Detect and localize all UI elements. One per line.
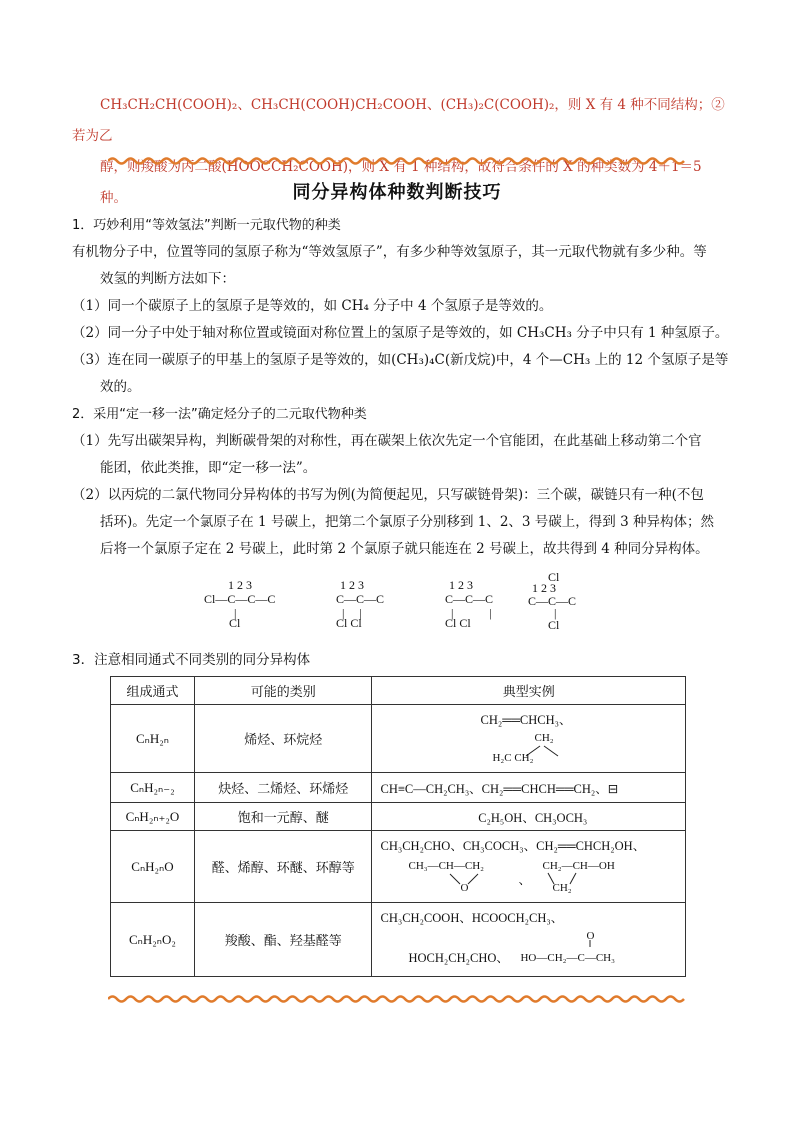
page-title: 同分异构体种数判断技巧 <box>292 182 502 203</box>
isomer-table <box>110 676 686 977</box>
table-header: 可能的类别 <box>194 677 372 705</box>
section-2-item-2-cont-2: 后将一个氯原子定在 2 号碳上，此时第 2 个氯原子就只能连在 2 号碳上，故共得到 4 种同分异构体。 <box>100 541 709 557</box>
section-2-item-2-cont-1: 括环)。先定一个氯原子在 1 号碳上，把第二个氯原子分别移到 1、2、3 号碳上，得到 3 种异构体；然 <box>100 514 714 530</box>
formula-cell: CₙH₂ₙ₋₂ <box>111 773 195 803</box>
example-cell: CH₃CH₂CHO、CH₃COCH₃、CH₂══CHCH₂OH、 CH₃—CH—CH₂ O 、 CH₂—CH—OH CH₂ <box>372 831 686 903</box>
category-cell: 炔烃、二烯烃、环烯烃 <box>194 773 372 803</box>
wave-divider-bottom <box>108 994 686 1004</box>
body-text <box>72 212 732 563</box>
example-cell: CH₂══CHCH₃、 CH₂ H₂C CH₂ <box>372 705 686 773</box>
section-1-item-3-cont: 效的。 <box>100 379 141 395</box>
section-1-para-cont: 效氢的判断方法如下： <box>100 271 235 287</box>
table-header: 典型实例 <box>372 677 686 705</box>
table-header: 组成通式 <box>111 677 195 705</box>
section-2-item-1: （1）先写出碳架异构，判断碳骨架的对称性，再在碳架上依次先定一个官能团，在此基础上移动第二个官 <box>72 433 702 449</box>
example-cell: CH≡C—CH₂CH₃、CH₂══CHCH══CH₂、⊟ <box>372 773 686 803</box>
table-row <box>111 705 686 773</box>
table-header-row <box>111 677 686 705</box>
section-1-item-2: （2）同一分子中处于轴对称位置或镜面对称位置上的氢原子是等效的，如 CH₃CH₃ 分子中只有 1 种氢原子。 <box>72 325 729 341</box>
section-1-heading: 1．巧妙利用“等效氢法”判断一元取代物的种类 <box>72 218 341 233</box>
wave-divider-top <box>108 156 686 166</box>
intro-line-1: CH₃CH₂CH(COOH)₂、CH₃CH(COOH)CH₂COOH、(CH₃)₂C(COOH)₂，则 X 有 4 种不同结构；②若为乙 <box>72 97 725 144</box>
category-cell: 醛、烯醇、环醚、环醇等 <box>194 831 372 903</box>
section-2-heading: 2．采用“定一移一法”确定烃分子的二元取代物种类 <box>72 407 367 422</box>
section-2-item-1-cont: 能团，依此类推，即“定一移一法”。 <box>100 460 317 476</box>
section-2-item-2: （2）以丙烷的二氯代物同分异构体的书写为例(为简便起见，只写碳链骨架)：三个碳，碳链只有一种(不包 <box>72 487 704 503</box>
formula-cell: CₙH₂ₙO₂ <box>111 903 195 977</box>
category-cell: 烯烃、环烷烃 <box>194 705 372 773</box>
example-cell: C₂H₅OH、CH₃OCH₃ <box>372 803 686 831</box>
table-row <box>111 831 686 903</box>
section-1-item-1: （1）同一个碳原子上的氢原子是等效的，如 CH₄ 分子中 4 个氢原子是等效的。 <box>72 298 553 314</box>
category-cell: 饱和一元醇、醚 <box>194 803 372 831</box>
table-row <box>111 773 686 803</box>
section-1-item-3: （3）连在同一碳原子的甲基上的氢原子是等效的，如(CH₃)₄C(新戊烷)中，4 个—CH₃ 上的 12 个氢原子是等 <box>72 352 729 368</box>
document-page: CH₃CH₂CH(COOH)₂、CH₃CH(COOH)CH₂COOH、(CH₃)₂C(COOH)₂，则 X 有 4 种不同结构；②若为乙 醇，则羧酸为丙二酸(HOOCCH₂COOH)，则 X 有 1 种结构，故符合条件的 X 的种类数为 4＋1＝5 种。 同分异构体种数判断技巧 1．巧妙利用“等效氢法”判断一元取代物的种类 有机物分子中，位置等同的氢原子称为“等效氢原子”，有多少种等效氢原子，其一元取代物就有多少种。等 效氢的判断方法如下： （1）同一个碳原子上的氢原子是等效的，如 CH₄ 分子中 4 个氢原子是等效的。 （2）同一分子中处于轴对称位置或镜面对称位置上的氢原子是等效的，如 CH₃CH₃ 分子中只有 1 种氢原子。 （3）连在同一碳原子的甲基上的氢原子是等效的，如(CH₃)₄C(新戊烷)中，4 个—CH₃ 上的 12 个氢原子是等 效的。 2．采用“定一移一法”确定烃分子的二元取代物种类 （1）先写出碳架异构，判断碳骨架的对称性，再在碳架上依次先定一个官能团，在此基础上移动第二个官 能团，依此类推，即“定一移一法”。 （2）以丙烷的二氯代物同分异构体的书写为例(为简便起见，只写碳链骨架)：三个碳，碳链只有一种(不包 括环)。先定一个氯原子在 1 号碳上，把第二个氯原子分别移到 1、2、3 号碳上，得到 3 种异构体；然 后将一个氯原子定在 2 号碳上，此时第 2 个氯原子就只能连在 2 号碳上，故共得到 4 种同分异构体。 1 2 3 Cl—C—C—C | Cl 1 2 3 C—C—C | | Cl Cl 1 2 3 C—C—C | | Cl Cl Cl 1 2 3 C—C—C | Cl 3．注意相同通式不同类别的同分异构体 组成通式 可能的类别 典型实例 CₙH₂ₙ 烯烃、环烷烃 CH₂══CHCH₃、 CH₂ H₂C CH₂ CₙH₂ₙ₋₂ 炔烃、二烯烃、环烯烃 CH≡C—CH₂CH₃、CH₂══CHCH══CH₂、⊟ CₙH₂ₙ₊₂O 饱和一元醇、醚 C₂H₅OH、CH₃OCH₃ CₙH₂ₙO 醛、烯醇、环醚、环醇等 CH₃CH₂CHO、CH₃COCH₃、CH₂══CHCH₂OH、 CH₃—CH—CH₂ O 、 CH₂—CH—OH CH₂ CₙH₂ₙO₂ 羧酸、酯、羟基醛等 CH₃CH₂COOH、HCOOCH₂CH₃、 HOCH₂CH₂CHO、 O ‖ HO—CH₂—C—CH₃ <box>0 0 794 1123</box>
section-1-para: 有机物分子中，位置等同的氢原子称为“等效氢原子”，有多少种等效氢原子，其一元取代物就有多少种。等 <box>72 244 707 260</box>
section-3-heading: 3．注意相同通式不同类别的同分异构体 <box>72 652 311 668</box>
formula-cell: CₙH₂ₙ₊₂O <box>111 803 195 831</box>
intro-line-2: 醇，则羧酸为丙二酸(HOOCCH₂COOH)，则 X 有 1 种结构，故符合条件的 X 的种类数为 4＋1＝5 种。 <box>100 159 702 206</box>
example-cell: CH₃CH₂COOH、HCOOCH₂CH₃、 HOCH₂CH₂CHO、 O ‖ HO—CH₂—C—CH₃ <box>372 903 686 977</box>
formula-cell: CₙH₂ₙ <box>111 705 195 773</box>
table-row <box>111 903 686 977</box>
table-row <box>111 803 686 831</box>
category-cell: 羧酸、酯、羟基醛等 <box>194 903 372 977</box>
formula-cell: CₙH₂ₙO <box>111 831 195 903</box>
